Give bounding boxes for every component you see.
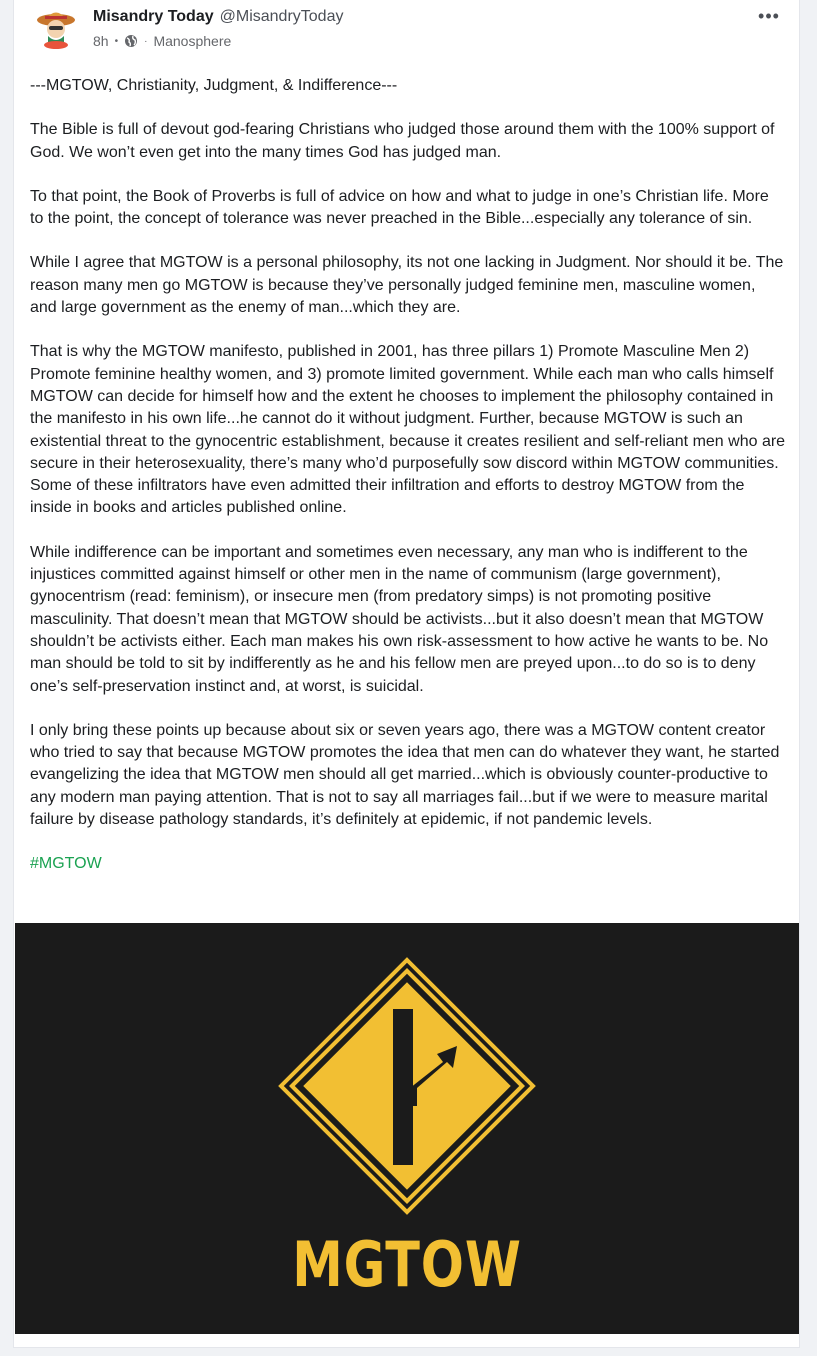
post-body (30, 75, 786, 898)
hashtag-link[interactable]: #MGTOW (30, 855, 102, 873)
post-time[interactable]: 8h (93, 33, 109, 49)
image-caption: MGTOW (292, 1228, 522, 1301)
post-card (13, 0, 800, 1348)
separator-dot: • (114, 35, 119, 47)
post-paragraph: While indifference can be important and sometimes even necessary, any man who is indifferent to the injustices committed against himself or other men in the name of communism (large government), gynocentrism (read: feminism), or insecure men (from predatory simps) is not promoting positive masculinity. That doesn’t mean that MGTOW should be activists...but it also doesn’t mean that MGTOW shouldn’t be activists either. Each man makes his own risk-assessment to how active he wants to be. No man should be told to sit by indifferently as he and his fellow men are preyed upon...to do so is to deny one’s self-preservation instinct and, at worst, is suicidal. (30, 543, 769, 695)
road-sign-merge-icon (277, 956, 537, 1216)
author-name[interactable]: Misandry Today (93, 8, 214, 25)
post-image[interactable] (15, 923, 799, 1334)
more-options-icon[interactable]: ••• (758, 5, 780, 26)
globe-icon (124, 34, 138, 48)
post-paragraph: ---MGTOW, Christianity, Judgment, & Indifference--- (30, 77, 398, 94)
post-paragraph: I only bring these points up because about six or seven years ago, there was a MGTOW content creator who tried to say that because MGTOW promotes the idea that men can do whatever they want, he started evangelizing the idea that MGTOW men should all get married...which is obviously counter-productive to any modern man paying attention. That is not to say all marriages fail...but if we were to measure marital failure by disease pathology standards, it’s definitely at epidemic, if not pandemic levels. (30, 721, 780, 829)
post-paragraph: That is why the MGTOW manifesto, published in 2001, has three pillars 1) Promote Masculine Men 2) Promote feminine healthy women, and 3) promote limited government. While each man who calls himself MGTOW can decide for himself how and the extent he chooses to implement the philosophy contained in the manifesto in his own life...he cannot do it without judgment. Further, because MGTOW is such an existential threat to the gynocentric establishment, because it creates resilient and self-reliant men who are secure in their heterosexuality, there’s many who’d purposefully sow discord within MGTOW communities. Some of these infiltrators have even admitted their infiltration and efforts to destroy MGTOW from the inside in books and articles published online. (30, 343, 786, 517)
author-handle[interactable]: @MisandryToday (219, 8, 344, 25)
post-paragraph: While I agree that MGTOW is a personal philosophy, its not one lacking in Judgment. Nor should it be. The reason many men go MGTOW is because they’ve personally judged feminine men, masculine women, and large government as the enemy of man...which they are. (30, 254, 784, 317)
post-header (14, 0, 799, 60)
post-paragraph: The Bible is full of devout god-fearing Christians who judged those around them with the 100% support of God. We won’t even get into the many times God has judged man. (30, 121, 775, 161)
separator-dot-2: · (144, 35, 148, 47)
post-paragraph: To that point, the Book of Proverbs is full of advice on how and what to judge in one’s Christian life. More to the point, the concept of tolerance was never preached in the Bible...especially any tolerance of sin. (30, 187, 769, 228)
avatar-cartoon-icon[interactable] (34, 6, 78, 50)
author-line (93, 8, 343, 26)
group-name[interactable]: Manosphere (153, 33, 232, 49)
post-meta (93, 33, 231, 49)
